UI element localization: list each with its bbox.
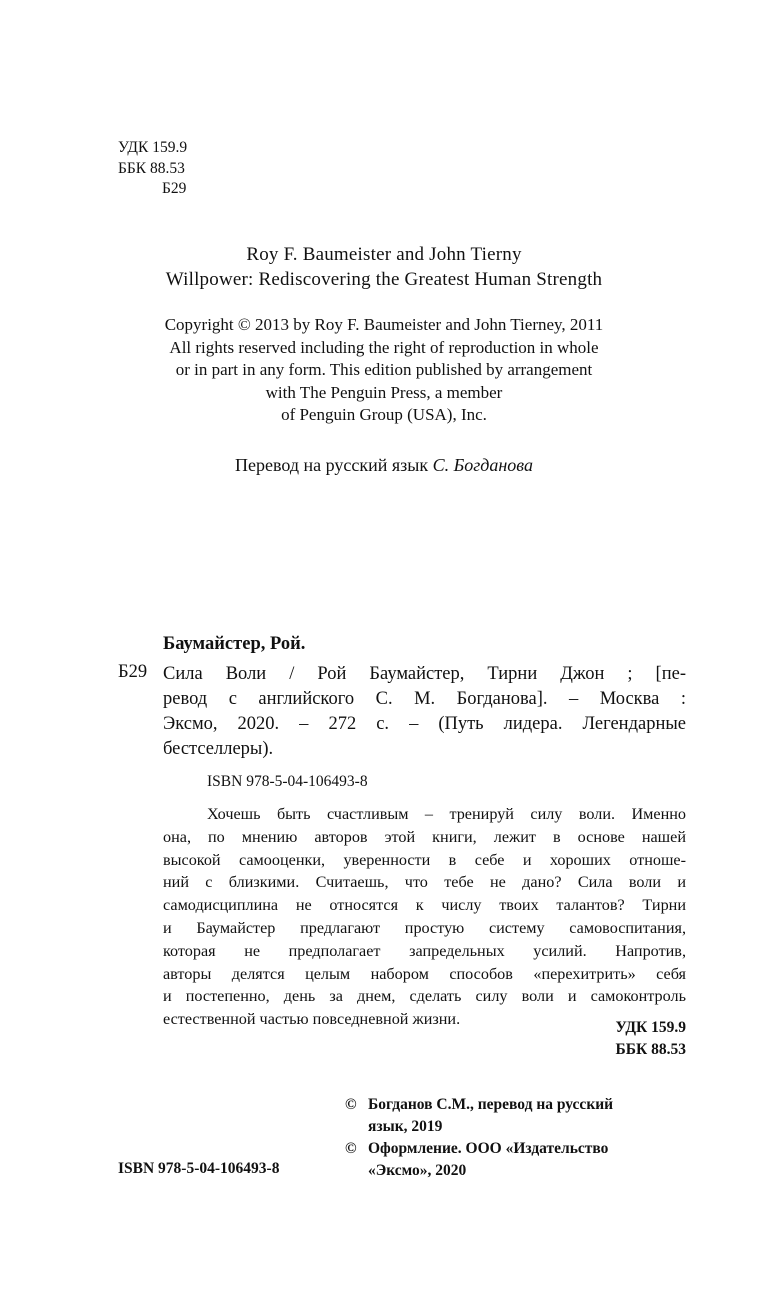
biblio-line: ревод с английского С. М. Богданова]. – Москва : — [163, 689, 686, 709]
catalog-mark: Б29 — [118, 662, 148, 682]
catalog-author-heading: Баумайстер, Рой. — [163, 634, 306, 654]
copyright-text-line: язык, 2019 — [368, 1118, 443, 1135]
library-codes-right — [616, 1017, 686, 1061]
biblio-line: Сила Воли / Рой Баумайстер, Тирни Джон ; [пе- — [163, 664, 686, 684]
annotation-line: она, по мнению авторов этой книги, лежит в основе нашей — [163, 827, 686, 846]
translation-credit — [100, 453, 668, 477]
biblio-line: Эксмо, 2020. – 272 с. – (Путь лидера. Легендарные — [163, 714, 686, 734]
annotation-line: и Баумайстер предлагают простую систему самовоспитания, — [163, 918, 686, 937]
original-title: Willpower: Rediscovering the Greatest Human Strength — [165, 269, 603, 290]
annotation-line: ний с близкими. Считаешь, что тебе не дано? Сила воли и — [163, 873, 686, 892]
copyright-text-line: Оформление. ООО «Издательство — [368, 1140, 609, 1157]
copyright-text — [368, 1138, 608, 1182]
copyright-entry — [345, 1094, 690, 1138]
copyright-notice — [100, 314, 668, 427]
biblio-line: бестселлеры). — [163, 739, 274, 759]
annotation-line: Хочешь быть счастливым – тренируй силу воли. Именно — [207, 805, 686, 823]
original-edition — [100, 242, 668, 292]
copyright-holders — [345, 1094, 690, 1182]
annotation-line: и постепенно, день за днем, сделать силу воли и самоконтроль — [163, 987, 686, 1006]
copyright-symbol: © — [345, 1140, 357, 1157]
translation-prefix: Перевод на русский язык — [235, 455, 429, 475]
catalog-isbn: ISBN 978-5-04-106493-8 — [207, 773, 368, 790]
copyright-entry — [345, 1138, 690, 1182]
isbn-bottom: ISBN 978-5-04-106493-8 — [118, 1160, 280, 1177]
copyright-symbol: © — [345, 1096, 357, 1113]
annotation-line: самодисциплина не относятся к числу твоих талантов? Тирни — [163, 896, 686, 915]
library-codes — [118, 138, 187, 200]
copyright-line: with The Penguin Press, a member — [265, 382, 503, 402]
bbk-code: ББК 88.53 — [118, 159, 185, 177]
author-mark: Б29 — [162, 180, 187, 197]
copyright-line: Copyright © 2013 by Roy F. Baumeister and John Tierney, 2011 — [164, 315, 604, 334]
annotation-line: авторы делятся целым набором способов «перехитрить» себя — [163, 964, 686, 983]
copyright-line: or in part in any form. This edition published by arrangement — [175, 360, 593, 379]
annotation-line: естественной частью повседневной жизни. — [163, 1010, 461, 1029]
bbk-code-right: ББК 88.53 — [615, 1041, 686, 1058]
annotation-line: которая не предполагает запредельных усилий. Напротив, — [163, 941, 686, 960]
copyright-line: All rights reserved including the right of reproduction in whole — [169, 337, 599, 357]
copyright-text — [368, 1094, 613, 1138]
udk-code: УДК 159.9 — [118, 139, 188, 156]
annotation-line: высокой самооценки, уверенности в себе и хороших отноше- — [163, 850, 686, 869]
copyright-text-line: Богданов С.М., перевод на русский — [368, 1096, 614, 1113]
bibliographic-description — [163, 662, 686, 762]
translator-name: С. Богданова — [432, 455, 533, 475]
original-authors: Roy F. Baumeister and John Tierny — [246, 244, 522, 265]
copyright-line: of Penguin Group (USA), Inc. — [281, 405, 487, 424]
udk-code-right: УДК 159.9 — [615, 1019, 686, 1036]
copyright-text-line: «Эксмо», 2020 — [368, 1162, 467, 1179]
annotation — [163, 803, 686, 1031]
